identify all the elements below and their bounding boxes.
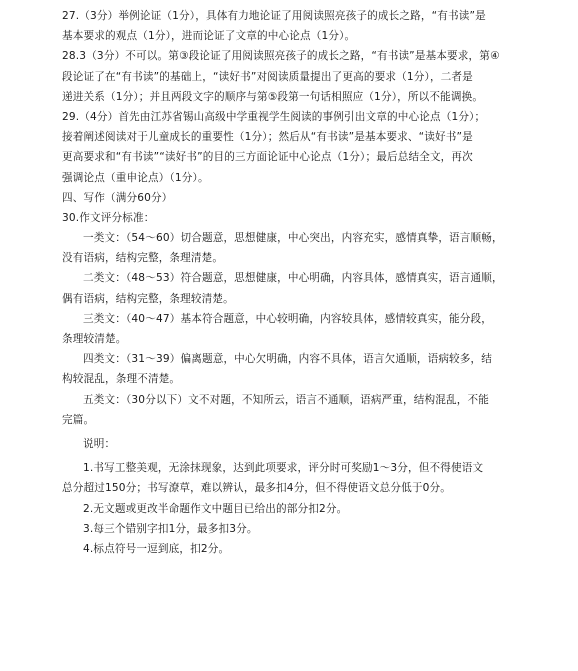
section-heading-writing: 四、写作（满分60分） [62, 191, 173, 204]
note-2: 2.无文题或更改半命题作文中题目已给出的部分扣2分。 [83, 502, 348, 515]
essay-grade-5 [62, 390, 524, 430]
answer-29 [62, 107, 524, 188]
note-4: 4.标点符号一逗到底，扣2分。 [83, 542, 230, 555]
answer-29-line-1: 29.（4分）首先由江苏省锡山高级中学重视学生阅读的事例引出文章的中心论点（1分）； [62, 110, 486, 123]
answer-28-line-3: 递进关系（1分）；并且两段文字的顺序与第⑤段第一句话相照应（1分），所以不能调换。 [62, 90, 484, 103]
essay-grade-3 [62, 309, 524, 349]
note-1-line-2: 总分超过150分；书写潦草，难以辨认，最多扣4分，但不得使语文总分低于0分。 [62, 482, 451, 495]
answer-29-line-2: 接着阐述阅读对于儿童成长的重要性（1分）；然后从“有书读”是基本要求、“读好书”是 [62, 131, 473, 144]
essay-grade-4-line-2: 构较混乱，条理不清楚。 [62, 373, 181, 386]
essay-grade-2-line-2: 偶有语病，结构完整，条理较清楚。 [62, 292, 234, 305]
essay-grade-1 [62, 228, 524, 268]
note-1 [62, 458, 524, 498]
essay-grade-1-line-2: 没有语病，结构完整，条理清楚。 [62, 252, 224, 265]
answer-27 [62, 6, 524, 46]
note-3: 3.每三个错别字扣1分，最多扣3分。 [83, 522, 258, 535]
essay-grade-5-line-2: 完篇。 [62, 413, 95, 426]
answer-28-line-2: 段论证了在“有书读”的基础上，“读好书”对阅读质量提出了更高的要求（1分），二者是 [62, 70, 473, 83]
answer-27-line-2: 基本要求的观点（1分），进而论证了文章的中心论点（1分）。 [62, 30, 356, 43]
answer-29-line-3: 更高要求和“有书读”“读好书”的目的三方面论证中心论点（1分）；最后总结全文，再次 [62, 151, 473, 164]
answer-27-line-1: 27.（3分）举例论证（1分），具体有力地论证了用阅读照亮孩子的成长之路，“有书读”是 [62, 10, 486, 22]
answer-28 [62, 46, 524, 107]
note-1-line-1: 1.书写工整美观，无涂抹现象，达到此项要求，评分时可奖励1～3分，但不得使语文 [83, 462, 484, 475]
answer-28-line-1: 28.3（3分）不可以。第③段论证了用阅读照亮孩子的成长之路，“有书读”是基本要求，第④ [62, 50, 500, 63]
essay-grade-4-line-1: 四类文：（31～39）偏离题意，中心欠明确，内容不具体，语言欠通顺，语病较多，结 [83, 353, 493, 366]
answer-29-line-4: 强调论点（重申论点）（1分）。 [62, 171, 209, 184]
essay-grade-1-line-1: 一类文：（54～60）切合题意，思想健康，中心突出，内容充实，感情真挚，语言顺畅， [83, 232, 503, 245]
essay-grade-3-line-1: 三类文：（40～47）基本符合题意，中心较明确，内容较具体，感情较真实，能分段， [83, 312, 493, 325]
essay-grade-4 [62, 349, 524, 389]
essay-grade-2 [62, 268, 524, 308]
essay-grade-3-line-2: 条理较清楚。 [62, 333, 127, 345]
notes-title: 说明： [83, 437, 116, 450]
essay-grade-2-line-1: 二类文：（48～53）符合题意，思想健康，中心明确，内容具体，感情真实，语言通顺， [83, 272, 503, 285]
essay-criteria-title: 30.作文评分标准： [62, 211, 155, 224]
essay-grade-5-line-1: 五类文：（30分以下）文不对题，不知所云，语言不通顺，语病严重，结构混乱，不能 [83, 393, 489, 406]
